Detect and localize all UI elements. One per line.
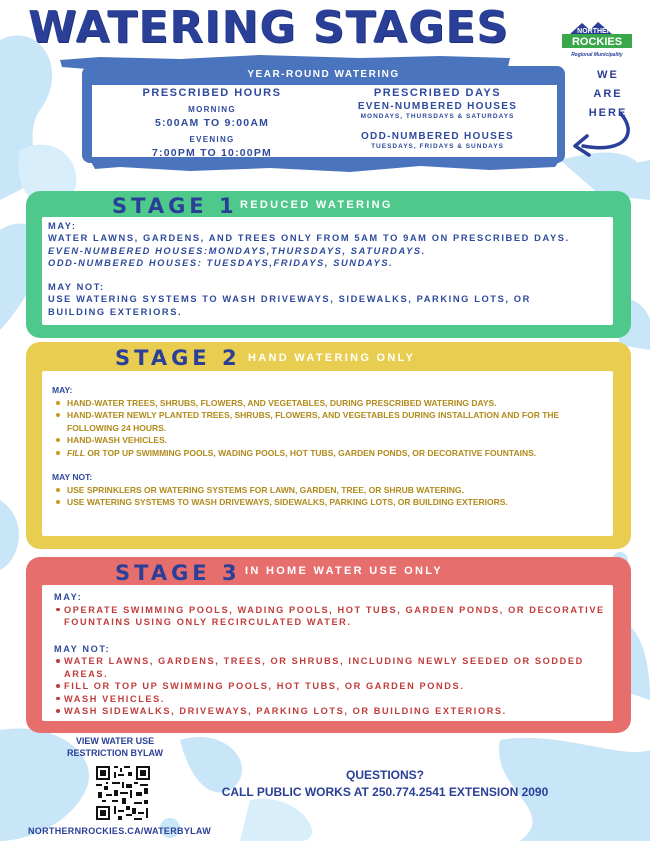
questions-title: QUESTIONS? — [345, 768, 424, 782]
fill-rest: OR TOP UP SWIMMING POOLS, WADING POOLS, HOT TUBS, GARDEN PONDS, OR DECORATIVE FOUNTAINS. — [84, 447, 537, 458]
questions-contact — [190, 767, 580, 801]
even-houses-days: MONDAYS, THURSDAYS & SATURDAYS — [360, 113, 515, 120]
svg-text:ROCKIES: ROCKIES — [571, 36, 623, 48]
northern-rockies-logo — [556, 20, 638, 60]
list-item: WASH VEHICLES. — [54, 693, 609, 706]
questions-phone: CALL PUBLIC WORKS AT 250.774.2541 EXTENSION 2090 — [221, 785, 549, 799]
stage-1-rules — [48, 220, 618, 318]
list-item: HAND-WATER NEWLY PLANTED TREES, SHRUBS, FLOWERS, AND VEGETABLES DURING INSTALLATION AND FOR THE FOLLOWING 24 HOURS. — [52, 409, 607, 434]
evening-label: EVENING — [189, 135, 235, 144]
list-item: WASH SIDEWALKS, DRIVEWAYS, PARKING LOTS, OR BUILDING EXTERIORS. — [54, 705, 609, 718]
we-are-here-line: WE — [597, 69, 619, 81]
stage-3-subtitle: IN HOME WATER USE ONLY — [245, 565, 443, 577]
we-are-here-line: ARE — [593, 88, 623, 100]
stage-2-rules — [52, 384, 607, 509]
stage-3-may-not-title: MAY NOT: — [54, 643, 111, 654]
year-round-title: YEAR-ROUND WATERING — [247, 69, 400, 80]
stage-1-may-line: WATER LAWNS, GARDENS, AND TREES ONLY FROM 5AM TO 9AM ON PRESCRIBED DAYS. — [48, 233, 570, 244]
stage-1-may-not-line: USE WATERING SYSTEMS TO WASH DRIVEWAYS, SIDEWALKS, PARKING LOTS, OR — [48, 294, 531, 305]
stage-2-may-list — [52, 397, 607, 460]
stage-2-may-not-list — [52, 484, 607, 509]
prescribed-hours-title: PRESCRIBED HOURS — [142, 87, 282, 99]
list-item: USE SPRINKLERS OR WATERING SYSTEMS FOR LAWN, GARDEN, TREE, OR SHRUB WATERING. — [52, 484, 607, 497]
stage-2-may-not-title: MAY NOT: — [52, 472, 93, 482]
curved-arrow-icon — [565, 112, 635, 164]
prescribed-hours — [92, 87, 332, 159]
stage-3-label: STAGE 3 — [115, 561, 241, 585]
view-bylaw-text — [40, 735, 190, 759]
odd-houses-title: ODD-NUMBERED HOUSES — [360, 131, 515, 142]
even-houses-title: EVEN-NUMBERED HOUSES — [357, 101, 518, 112]
stage-3-may-list — [54, 604, 609, 629]
list-item: USE WATERING SYSTEMS TO WASH DRIVEWAYS, SIDEWALKS, PARKING LOTS, OR BUILDING EXTERIORS. — [52, 496, 607, 509]
year-round-bottom-brush — [90, 158, 560, 178]
stage-2-subtitle: HAND WATERING ONLY — [248, 352, 416, 364]
list-item: HAND-WATER TREES, SHRUBS, FLOWERS, AND VEGETABLES, DURING PRESCRIBED WATERING DAYS. — [52, 397, 607, 410]
evening-time: 7:00PM TO 10:00PM — [152, 147, 272, 159]
stage-1-label: STAGE 1 — [112, 194, 238, 218]
prescribed-days-title: PRESCRIBED DAYS — [373, 87, 502, 99]
stage-2-label: STAGE 2 — [115, 346, 241, 370]
we-are-here-line: HERE — [588, 107, 628, 119]
list-item: HAND-WASH VEHICLES. — [52, 434, 607, 447]
stage-3-rules — [54, 591, 609, 718]
stage-1-may-line: ODD-NUMBERED HOUSES: TUESDAYS,FRIDAYS, SUNDAYS. — [48, 257, 394, 268]
prescribed-days — [330, 87, 545, 150]
morning-time: 5:00AM TO 9:00AM — [154, 117, 270, 129]
stage-3-may-title: MAY: — [54, 592, 83, 602]
stage-3-may-not-list — [54, 655, 609, 718]
bylaw-line: RESTRICTION BYLAW — [67, 748, 163, 758]
list-item: FILL OR TOP UP SWIMMING POOLS, HOT TUBS, OR GARDEN PONDS. — [54, 680, 609, 693]
morning-label: MORNING — [188, 105, 236, 114]
bylaw-line: VIEW WATER USE — [75, 736, 155, 746]
stage-1-subtitle: REDUCED WATERING — [240, 199, 393, 211]
list-item: WATER LAWNS, GARDENS, TREES, OR SHRUBS, INCLUDING NEWLY SEEDED OR SODDED AREAS. — [54, 655, 609, 680]
list-item — [52, 447, 607, 460]
fill-word: FILL — [67, 447, 85, 458]
bylaw-url-link[interactable]: NORTHERNROCKIES.CA/WATERBYLAW — [28, 826, 212, 836]
list-item: OPERATE SWIMMING POOLS, WADING POOLS, HOT TUBS, GARDEN PONDS, OR DECORATIVE FOUNTAINS USING ONLY RECIRCULATED WATER. — [54, 604, 609, 629]
qr-code[interactable] — [94, 764, 152, 822]
stage-1-may-title: MAY: — [48, 221, 77, 231]
stage-2-may-title: MAY: — [52, 385, 73, 395]
svg-text:Regional Municipality: Regional Municipality — [571, 52, 623, 58]
stage-1-may-not-title: MAY NOT: — [48, 282, 105, 293]
svg-text:NORTHERN: NORTHERN — [577, 28, 617, 35]
stage-1-may-not-line: BUILDING EXTERIORS. — [48, 306, 183, 317]
odd-houses-days: TUESDAYS, FRIDAYS & SUNDAYS — [371, 143, 504, 150]
stage-1-may-line: EVEN-NUMBERED HOUSES:MONDAYS,THURSDAYS, SATURDAYS. — [48, 245, 426, 256]
page-title: WATERING STAGES — [28, 2, 509, 53]
